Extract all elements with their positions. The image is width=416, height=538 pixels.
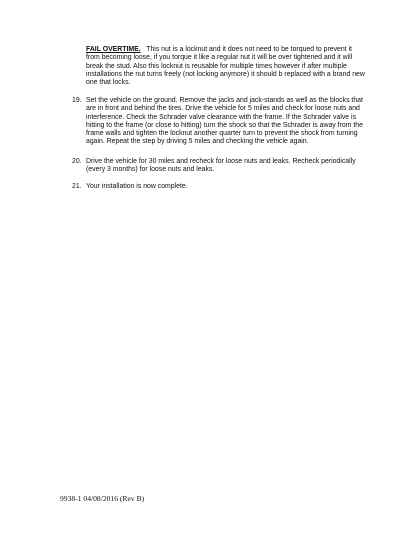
note-heading: FAIL OVERTIME. bbox=[86, 46, 141, 53]
document-footer: 9938-1 04/08/2016 (Rev B) bbox=[60, 494, 145, 503]
note-text: This nut is a locknut and it does not need to be torqued to prevent it from becoming loose, if you torque it like a regular nut it will be over tightened and it will break the stud. Also this locknut is reusable for multiple times however if after multiple installations the nut turns freely (not locking anymore) it should b replaced with a brand new one that locks. bbox=[86, 46, 365, 87]
step-number: 21. bbox=[72, 183, 82, 190]
step-number: 20. bbox=[72, 158, 82, 165]
step-text: Set the vehicle on the ground. Remove the jacks and jack-stands as well as the blocks that are in front and behind the tires. Drive the vehicle for 5 miles and check for loose nuts and interference. Check the Schrader valve clearance with the frame. If the Schrader valve is hitting to the frame (or close to hitting) turn the shock so that the Schrader is away from the frame walls and tighten the locknut another quarter turn to prevent the shock from turning again. Repeat the step by driving 5 miles and checking the vehicle again. bbox=[86, 97, 363, 146]
step-text: Your installation is now complete. bbox=[86, 183, 188, 190]
step-number: 19. bbox=[72, 97, 82, 104]
step-text: Drive the vehicle for 30 miles and recheck for loose nuts and leaks. Recheck periodically (every 3 months) for loose nuts and leaks. bbox=[86, 158, 356, 174]
fail-overtime-note bbox=[86, 46, 366, 87]
